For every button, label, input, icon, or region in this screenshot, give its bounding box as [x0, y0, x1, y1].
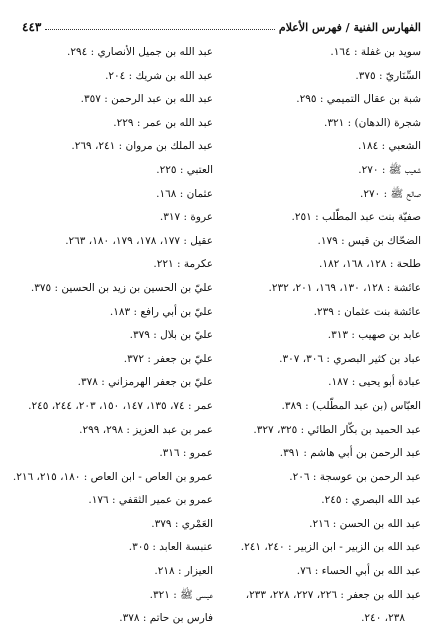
- index-entry: عثمان : ١٦٨.: [156, 187, 213, 200]
- index-entry: الضحّاك بن قيس : ١٧٩.: [317, 234, 421, 247]
- index-entry: عبد الله بن عبد الرحمن : ٣٥٧.: [80, 93, 213, 106]
- index-entry: السِّنَاريّ : ٣٧٥.: [355, 69, 421, 82]
- index-entry: عابد بن صهيب : ٣١٣.: [327, 329, 421, 342]
- index-entry: صفيّة بنت عبد المطّلب : ٢٥١.: [291, 211, 421, 224]
- index-entry: عمر بن عبد العزيز : ٢٩٨، ٢٩٩.: [79, 423, 213, 436]
- index-entry: عكرمة : ٢٢١.: [153, 258, 213, 271]
- index-entry: شعيب ﷺ : ٢٧٠.: [358, 163, 421, 176]
- index-entry: العبّاس (بن عبد المطّلب) : ٣٨٩.: [281, 399, 421, 412]
- index-entry: عنبسة العابد : ٣٠٥.: [128, 541, 213, 554]
- index-entry: سويد بن غفلة : ١٦٤.: [330, 46, 421, 58]
- index-entry: عبد الله بن جميل الأنصاري : ٢٩٤.: [66, 46, 213, 58]
- index-entry: عبد الله بن جعفر : ٢٢٦، ٢٢٧، ٢٢٨، ٢٣٣،: [245, 588, 421, 601]
- index-entry: الشعبي : ١٨٤.: [358, 140, 421, 153]
- index-entry: عائشة بنت عثمان : ٢٣٩.: [313, 305, 421, 318]
- index-entry: عيسى ﷺ : ٣٢١.: [149, 588, 213, 601]
- index-entry: عبد الرحمن بن أبي هاشم : ٣٩١.: [279, 447, 421, 460]
- index-entry: عليّ بن أبي رافع : ١٨٣.: [109, 305, 213, 318]
- index-entry: عباد بن كثير البصري : ٣٠٦، ٣٠٧.: [279, 352, 421, 365]
- index-entry-continuation: ٢٣٨، ٢٤٠.: [361, 612, 405, 625]
- index-entry: العيزار : ٢١٨.: [154, 565, 213, 578]
- index-entry: عمرو : ٣١٦.: [159, 447, 213, 460]
- index-entry: العتبي : ٢٢٥.: [156, 163, 213, 176]
- index-entry: شجرة (الدهان) : ٣٢١.: [324, 116, 421, 129]
- index-entry: عائشة : ١٢٨، ١٣٠، ١٦٩، ٢٠١، ٢٣٢.: [268, 281, 421, 294]
- index-entry: عبد الحميد بن بكّار الطائي : ٣٢٥، ٣٢٧.: [253, 423, 421, 436]
- index-entry: عبد الله البصري : ٢٤٥.: [321, 494, 421, 507]
- index-entry: عبد الله بن أبي الحساء : ٧٦.: [296, 565, 421, 578]
- index-entry: عبد الله بن عمر : ٢٢٩.: [113, 116, 213, 129]
- index-entry: عبد الله بن شريك : ٢٠٤.: [105, 69, 213, 82]
- index-entry: عمرو بن العاص - ابن العاص : ١٨٠، ٢١٥، ٢١٦.: [12, 470, 213, 483]
- index-entry: عقيل : ١٧٧، ١٧٨، ١٧٩، ١٨٠، ٢٦٣.: [65, 234, 213, 247]
- index-entry: عليّ بن جعفر الهرمزاني : ٣٧٨.: [77, 376, 213, 389]
- index-column-right: [221, 41, 421, 631]
- index-entry: عبد الله بن الحسن : ٢١٦.: [309, 517, 421, 530]
- running-title: الفهارس الفنية / فهرس الأعلام: [278, 21, 421, 34]
- index-entry: عمر : ٧٤، ١٣٥، ١٤٧، ١٥٠، ٢٠٣، ٢٤٤، ٢٤٥.: [28, 399, 213, 412]
- page-header: [22, 14, 421, 34]
- index-entry: عبادة أبو يحيى : ١٨٧.: [328, 376, 421, 389]
- index-entry: عليّ بن بلال : ٣٧٩.: [129, 329, 213, 342]
- index-entry: عبد الله بن الزبير - ابن الزبير : ٢٤٠، ٢٤١.: [240, 541, 421, 554]
- index-entry: طلحة : ١٢٨، ١٦٨، ١٨٢.: [318, 258, 421, 271]
- page-number: ٤٤٣: [22, 20, 42, 34]
- index-entry: عروة : ٣١٧.: [159, 211, 213, 224]
- index-entry: عمرو بن عمير الثقفي : ١٧٦.: [88, 494, 213, 507]
- index-entry: عليّ بن الحسين بن زيد بن الحسين : ٣٧٥.: [30, 281, 213, 294]
- index-entry: عليّ بن جعفر : ٣٧٢.: [123, 352, 213, 365]
- index-entry: فارس بن حاتم : ٣٧٨.: [119, 612, 213, 625]
- index-entry: عبد الملك بن مروان : ٢٤١، ٢٦٩.: [71, 140, 213, 153]
- index-column-left: [7, 41, 213, 631]
- index-entry: شبة بن عقال التميمي : ٢٩٥.: [296, 93, 421, 106]
- header-dotted-rule: [45, 29, 275, 30]
- index-entry: العَمْري : ٣٧٩.: [151, 517, 213, 530]
- index-entry: عبد الرحمن بن عوسجة : ٢٠٦.: [289, 470, 421, 483]
- index-entry: صالح ﷺ : ٢٧٠.: [359, 187, 421, 200]
